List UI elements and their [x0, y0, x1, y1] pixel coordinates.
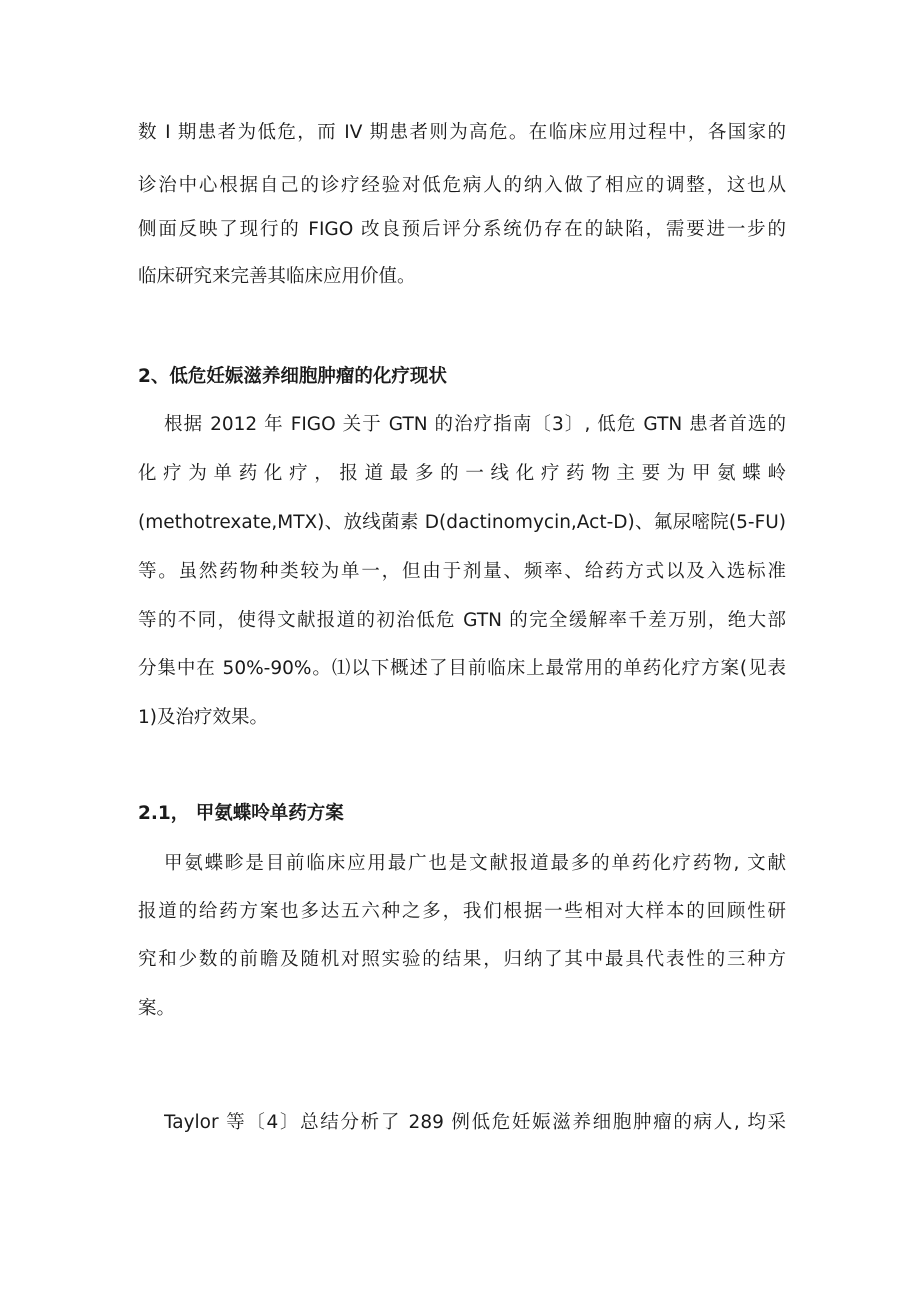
- section-2-1-line-1: 甲氨蝶畛是目前临床应用最广也是文献报道最多的单药化疗药物, 文献: [164, 853, 786, 874]
- section-2-line-1: 根据 2012 年 FIGO 关于 GTN 的治疗指南〔3〕, 低危 GTN 患者首选的: [164, 414, 786, 435]
- paragraph-last-line-1: Taylor 等〔4〕总结分析了 289 例低危妊娠滋养细胞肿瘤的病人, 均采: [164, 1112, 786, 1133]
- paragraph-1-line-2: 诊治中心根据自己的诊疗经验对低危病人的纳入做了相应的调整，这也从: [138, 175, 786, 196]
- section-2-line-3: (methotrexate,MTX)、放线菌素 D(dactinomycin,Act-D)、氟尿嘧院(5-FU): [138, 512, 786, 533]
- section-2-line-6: 分集中在 50%-90%。⑴以下概述了目前临床上最常用的单药化疗方案(见表: [138, 658, 786, 679]
- section-2-line-4: 等。虽然药物种类较为单一，但由于剂量、频率、给药方式以及入选标准: [138, 561, 786, 582]
- paragraph-1-line-1: 数 I 期患者为低危，而 IV 期患者则为高危。在临床应用过程中，各国家的: [138, 122, 786, 143]
- paragraph-1-line-3: 侧面反映了现行的 FIGO 改良预后评分系统仍存在的缺陷，需要进一步的: [138, 219, 786, 240]
- section-2-line-7: 1)及治疗效果。: [138, 707, 268, 728]
- section-2-1-line-3: 究和少数的前瞻及随机对照实验的结果，归纳了其中最具代表性的三种方: [138, 949, 786, 970]
- section-2-1-heading: 2.1， 甲氨蝶呤单药方案: [138, 803, 344, 824]
- section-2-line-5: 等的不同，使得文献报道的初治低危 GTN 的完全缓解率千差万别，绝大部: [138, 610, 786, 631]
- section-2-heading: 2、低危妊娠滋养细胞肿瘤的化疗现状: [138, 366, 447, 387]
- section-2-1-line-2: 报道的给药方案也多达五六种之多，我们根据一些相对大样本的回顾性研: [138, 901, 786, 922]
- section-2-1-line-4: 案。: [138, 998, 176, 1019]
- paragraph-1-line-4: 临床研究来完善其临床应用价值。: [138, 266, 416, 287]
- section-2-line-2: 化 疗 为 单 药 化 疗 ， 报 道 最 多 的 一 线 化 疗 药 物 主 要 为 甲 氨 蝶 岭: [138, 463, 786, 484]
